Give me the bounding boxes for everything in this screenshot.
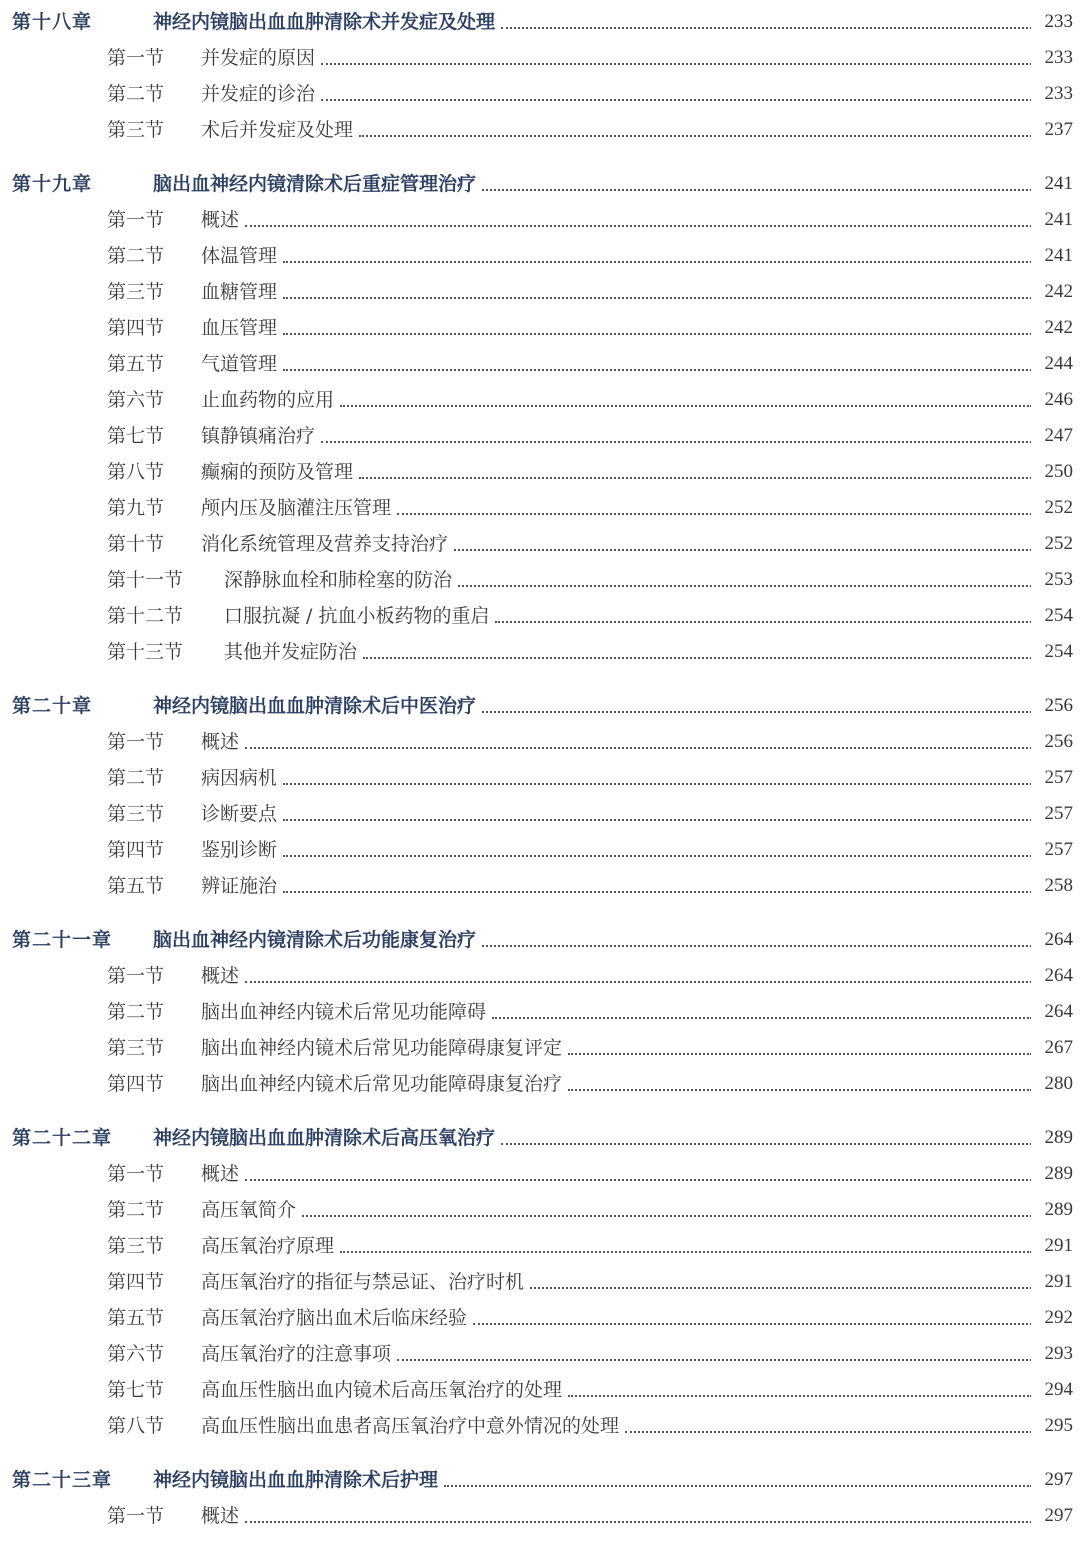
section-number: 第五节 xyxy=(107,868,166,904)
page-number: 295 xyxy=(1031,1408,1073,1444)
page-number: 291 xyxy=(1031,1228,1073,1264)
toc-section-row[interactable] xyxy=(0,238,1080,274)
section-title: 癫痫的预防及管理 xyxy=(201,454,355,490)
page-number: 257 xyxy=(1031,796,1073,832)
chapter-number: 第十九章 xyxy=(12,166,94,202)
dot-leader xyxy=(444,1485,1032,1487)
dot-leader xyxy=(283,783,1032,785)
section-number: 第十三节 xyxy=(107,634,185,670)
section-title: 并发症的原因 xyxy=(201,40,317,76)
chapter-title: 神经内镜脑出血血肿清除术并发症及处理 xyxy=(153,4,497,40)
page-number: 258 xyxy=(1031,868,1073,904)
dot-leader xyxy=(359,477,1032,479)
toc-section-row[interactable] xyxy=(0,1228,1080,1264)
section-number: 第十一节 xyxy=(107,562,185,598)
page-number: 292 xyxy=(1031,1300,1073,1336)
dot-leader xyxy=(458,585,1032,587)
chapter-title: 脑出血神经内镜清除术后功能康复治疗 xyxy=(153,922,478,958)
page-number: 267 xyxy=(1031,1030,1073,1066)
toc-section-row[interactable] xyxy=(0,760,1080,796)
section-title: 概述 xyxy=(201,202,241,238)
page-number: 280 xyxy=(1031,1066,1073,1102)
page-number: 252 xyxy=(1031,526,1073,562)
dot-leader xyxy=(501,1143,1032,1145)
dot-leader xyxy=(568,1395,1032,1397)
toc-section-row[interactable] xyxy=(0,310,1080,346)
dot-leader xyxy=(283,297,1032,299)
section-number: 第一节 xyxy=(107,958,166,994)
dot-leader xyxy=(482,189,1032,191)
toc-section-row[interactable] xyxy=(0,1336,1080,1372)
section-number: 第三节 xyxy=(107,112,166,148)
dot-leader xyxy=(283,819,1032,821)
chapter-title: 神经内镜脑出血血肿清除术后护理 xyxy=(153,1462,440,1498)
section-title: 高压氧简介 xyxy=(201,1192,298,1228)
toc-section-row[interactable] xyxy=(0,832,1080,868)
page-number: 241 xyxy=(1031,238,1073,274)
page-number: 241 xyxy=(1031,202,1073,238)
section-title: 概述 xyxy=(201,958,241,994)
page-number: 264 xyxy=(1031,994,1073,1030)
page-number: 244 xyxy=(1031,346,1073,382)
section-title: 鉴别诊断 xyxy=(201,832,279,868)
chapter-number: 第二十一章 xyxy=(12,922,114,958)
dot-leader xyxy=(473,1323,1032,1325)
dot-leader xyxy=(492,1017,1032,1019)
page-number: 242 xyxy=(1031,274,1073,310)
toc-chapter-row[interactable] xyxy=(0,922,1080,958)
toc-section-row[interactable] xyxy=(0,1066,1080,1102)
dot-leader xyxy=(321,63,1032,65)
chapter-number: 第十八章 xyxy=(12,4,94,40)
toc-section-row[interactable] xyxy=(0,1408,1080,1444)
section-title: 辨证施治 xyxy=(201,868,279,904)
page-number: 237 xyxy=(1031,112,1073,148)
toc-section-row[interactable] xyxy=(0,274,1080,310)
section-title: 消化系统管理及营养支持治疗 xyxy=(201,526,450,562)
toc-section-row[interactable] xyxy=(0,562,1080,598)
section-title: 脑出血神经内镜术后常见功能障碍 xyxy=(201,994,488,1030)
toc-chapter-row[interactable] xyxy=(0,1462,1080,1498)
dot-leader xyxy=(340,1251,1032,1253)
page-number: 291 xyxy=(1031,1264,1073,1300)
section-title: 概述 xyxy=(201,724,241,760)
dot-leader xyxy=(321,441,1032,443)
toc-section-row[interactable] xyxy=(0,598,1080,634)
toc-section-row[interactable] xyxy=(0,1300,1080,1336)
dot-leader xyxy=(283,333,1032,335)
section-title: 概述 xyxy=(201,1156,241,1192)
dot-leader xyxy=(501,27,1032,29)
dot-leader xyxy=(495,621,1032,623)
section-title: 高压氧治疗的注意事项 xyxy=(201,1336,393,1372)
dot-leader xyxy=(568,1053,1032,1055)
toc-section-row[interactable] xyxy=(0,346,1080,382)
page-number: 246 xyxy=(1031,382,1073,418)
dot-leader xyxy=(245,1521,1032,1523)
section-number: 第六节 xyxy=(107,1336,166,1372)
page-number: 254 xyxy=(1031,598,1073,634)
toc-section-row[interactable] xyxy=(0,1498,1080,1534)
section-title: 气道管理 xyxy=(201,346,279,382)
section-title: 止血药物的应用 xyxy=(201,382,336,418)
page-number: 247 xyxy=(1031,418,1073,454)
dot-leader xyxy=(625,1431,1032,1433)
section-title: 病因病机 xyxy=(201,760,279,796)
section-title: 体温管理 xyxy=(201,238,279,274)
toc-section-row[interactable] xyxy=(0,1030,1080,1066)
section-title: 高压氧治疗原理 xyxy=(201,1228,336,1264)
toc-section-row[interactable] xyxy=(0,1192,1080,1228)
toc-section-row[interactable] xyxy=(0,526,1080,562)
toc-section-row[interactable] xyxy=(0,76,1080,112)
toc-chapter-row[interactable] xyxy=(0,688,1080,724)
toc-chapter-row[interactable] xyxy=(0,1120,1080,1156)
dot-leader xyxy=(302,1215,1032,1217)
toc-section-row[interactable] xyxy=(0,1372,1080,1408)
section-title: 并发症的诊治 xyxy=(201,76,317,112)
section-title: 高血压性脑出血患者高压氧治疗中意外情况的处理 xyxy=(201,1408,621,1444)
chapter-title: 脑出血神经内镜清除术后重症管理治疗 xyxy=(153,166,478,202)
page-number: 254 xyxy=(1031,634,1073,670)
section-number: 第十节 xyxy=(107,526,166,562)
section-title: 术后并发症及处理 xyxy=(201,112,355,148)
page-number: 233 xyxy=(1031,40,1073,76)
section-number: 第八节 xyxy=(107,1408,166,1444)
section-title: 脑出血神经内镜术后常见功能障碍康复治疗 xyxy=(201,1066,564,1102)
dot-leader xyxy=(245,1179,1032,1181)
dot-leader xyxy=(283,369,1032,371)
section-title: 高压氧治疗的指征与禁忌证、治疗时机 xyxy=(201,1264,526,1300)
dot-leader xyxy=(283,891,1032,893)
page-number: 294 xyxy=(1031,1372,1073,1408)
dot-leader xyxy=(283,261,1032,263)
section-number: 第四节 xyxy=(107,1264,166,1300)
section-number: 第二节 xyxy=(107,994,166,1030)
section-number: 第七节 xyxy=(107,418,166,454)
chapter-number: 第二十章 xyxy=(12,688,94,724)
toc-section-row[interactable] xyxy=(0,1156,1080,1192)
chapter-title: 神经内镜脑出血血肿清除术后中医治疗 xyxy=(153,688,478,724)
section-title: 脑出血神经内镜术后常见功能障碍康复评定 xyxy=(201,1030,564,1066)
section-number: 第三节 xyxy=(107,274,166,310)
toc-section-row[interactable] xyxy=(0,112,1080,148)
page-number: 256 xyxy=(1031,724,1073,760)
page-number: 289 xyxy=(1031,1156,1073,1192)
section-number: 第一节 xyxy=(107,202,166,238)
page-number: 242 xyxy=(1031,310,1073,346)
page-number: 253 xyxy=(1031,562,1073,598)
dot-leader xyxy=(359,135,1032,137)
page-number: 241 xyxy=(1031,166,1073,202)
dot-leader xyxy=(530,1287,1032,1289)
dot-leader xyxy=(397,513,1032,515)
section-number: 第二节 xyxy=(107,76,166,112)
page-number: 257 xyxy=(1031,760,1073,796)
section-number: 第二节 xyxy=(107,760,166,796)
toc-section-row[interactable] xyxy=(0,40,1080,76)
section-title: 口服抗凝 / 抗血小板药物的重启 xyxy=(224,598,491,634)
dot-leader xyxy=(482,945,1032,947)
section-number: 第一节 xyxy=(107,1498,166,1534)
dot-leader xyxy=(482,711,1032,713)
section-number: 第一节 xyxy=(107,40,166,76)
dot-leader xyxy=(245,981,1032,983)
toc-chapter-row[interactable] xyxy=(0,166,1080,202)
dot-leader xyxy=(321,99,1032,101)
dot-leader xyxy=(245,225,1032,227)
section-title: 高血压性脑出血内镜术后高压氧治疗的处理 xyxy=(201,1372,564,1408)
section-title: 血压管理 xyxy=(201,310,279,346)
section-number: 第五节 xyxy=(107,346,166,382)
section-title: 高压氧治疗脑出血术后临床经验 xyxy=(201,1300,469,1336)
section-number: 第二节 xyxy=(107,238,166,274)
toc-section-row[interactable] xyxy=(0,490,1080,526)
page-number: 233 xyxy=(1031,76,1073,112)
page-number: 257 xyxy=(1031,832,1073,868)
toc-section-row[interactable] xyxy=(0,418,1080,454)
page-number: 256 xyxy=(1031,688,1073,724)
section-number: 第一节 xyxy=(107,1156,166,1192)
toc-section-row[interactable] xyxy=(0,382,1080,418)
dot-leader xyxy=(568,1089,1032,1091)
toc-section-row[interactable] xyxy=(0,202,1080,238)
section-number: 第三节 xyxy=(107,1228,166,1264)
section-title: 其他并发症防治 xyxy=(224,634,359,670)
toc-section-row[interactable] xyxy=(0,994,1080,1030)
toc-section-row[interactable] xyxy=(0,958,1080,994)
section-number: 第十二节 xyxy=(107,598,185,634)
toc-section-row[interactable] xyxy=(0,454,1080,490)
chapter-number: 第二十二章 xyxy=(12,1120,114,1156)
page-number: 293 xyxy=(1031,1336,1073,1372)
section-title: 血糖管理 xyxy=(201,274,279,310)
page-number: 289 xyxy=(1031,1192,1073,1228)
section-number: 第六节 xyxy=(107,382,166,418)
page-number: 297 xyxy=(1031,1462,1073,1498)
section-number: 第二节 xyxy=(107,1192,166,1228)
toc-section-row[interactable] xyxy=(0,796,1080,832)
dot-leader xyxy=(340,405,1032,407)
section-number: 第一节 xyxy=(107,724,166,760)
toc-section-row[interactable] xyxy=(0,868,1080,904)
page-number: 289 xyxy=(1031,1120,1073,1156)
section-title: 颅内压及脑灌注压管理 xyxy=(201,490,393,526)
section-title: 镇静镇痛治疗 xyxy=(201,418,317,454)
page-number: 297 xyxy=(1031,1498,1073,1534)
toc-section-row[interactable] xyxy=(0,1264,1080,1300)
section-number: 第七节 xyxy=(107,1372,166,1408)
section-number: 第三节 xyxy=(107,796,166,832)
page-number: 233 xyxy=(1031,4,1073,40)
dot-leader xyxy=(454,549,1032,551)
page-number: 264 xyxy=(1031,958,1073,994)
section-number: 第九节 xyxy=(107,490,166,526)
section-number: 第四节 xyxy=(107,1066,166,1102)
section-number: 第三节 xyxy=(107,1030,166,1066)
section-number: 第八节 xyxy=(107,454,166,490)
chapter-number: 第二十三章 xyxy=(12,1462,114,1498)
page-number: 250 xyxy=(1031,454,1073,490)
dot-leader xyxy=(245,747,1032,749)
dot-leader xyxy=(283,855,1032,857)
dot-leader xyxy=(363,657,1032,659)
section-number: 第四节 xyxy=(107,310,166,346)
dot-leader xyxy=(397,1359,1032,1361)
toc-section-row[interactable] xyxy=(0,724,1080,760)
section-number: 第五节 xyxy=(107,1300,166,1336)
section-number: 第四节 xyxy=(107,832,166,868)
page-number: 264 xyxy=(1031,922,1073,958)
page-number: 252 xyxy=(1031,490,1073,526)
section-title: 概述 xyxy=(201,1498,241,1534)
toc-section-row[interactable] xyxy=(0,634,1080,670)
section-title: 诊断要点 xyxy=(201,796,279,832)
section-title: 深静脉血栓和肺栓塞的防治 xyxy=(224,562,454,598)
chapter-title: 神经内镜脑出血血肿清除术后高压氧治疗 xyxy=(153,1120,497,1156)
toc-chapter-row[interactable] xyxy=(0,4,1080,40)
